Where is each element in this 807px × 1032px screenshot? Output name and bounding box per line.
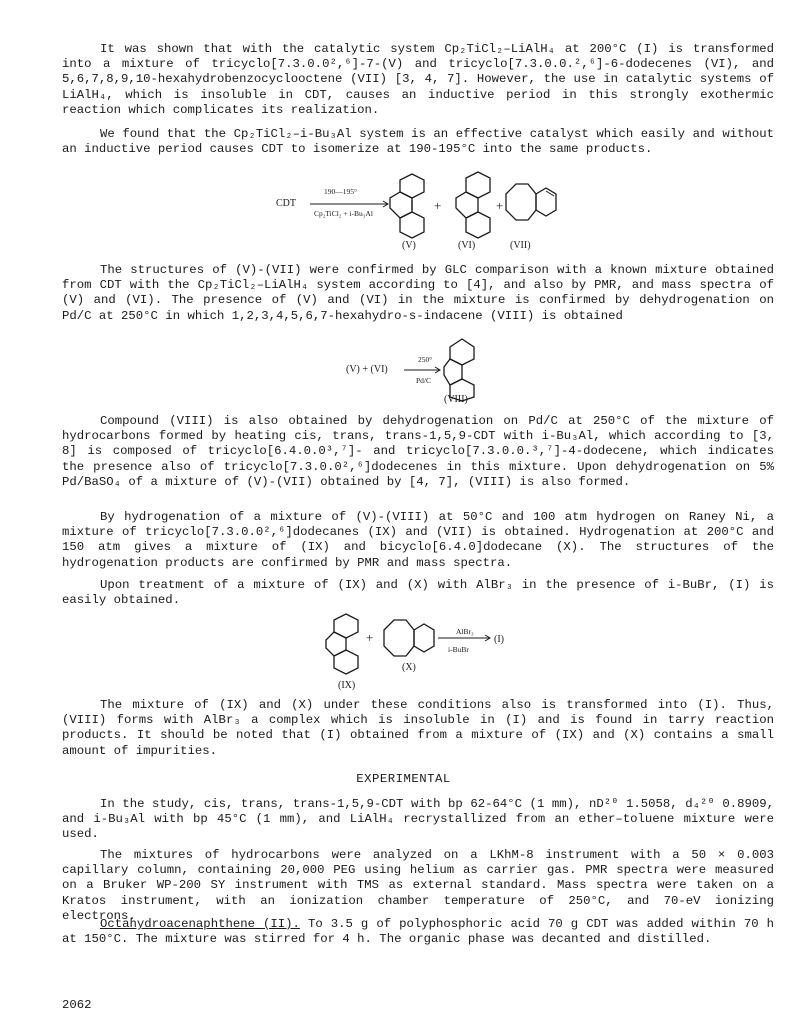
scheme2-condition-bottom: Pd/C xyxy=(416,376,432,385)
scheme3-plus: + xyxy=(366,630,374,645)
paragraph-intro: It was shown that with the catalytic system Cp₂TiCl₂–LiAlH₄ at 200°C (I) is transformed into a mixture of tricyclo[7.3.0.0²,⁶]-7-(V) and tricyclo[7.3.0.0.²,⁶]-6-dodecenes (VI), and 5,6,7,8,9,10-hexahydrobenzocyclooctene (VII) [3, 4, 7]. However, the use in catalytic systems of LiAlH₄, which is insoluble in CDT, causes an inductive period in this strongly exothermic reaction which complicates its realization. xyxy=(62,42,774,117)
label-X: (X) xyxy=(402,662,416,673)
label-IX: (IX) xyxy=(338,680,356,691)
label-V: (V) xyxy=(402,240,416,251)
scheme3-condition-bottom: i-BuBr xyxy=(448,645,469,654)
label-VII: (VII) xyxy=(510,240,531,251)
paragraph-analysis: The mixtures of hydrocarbons were analyzed on a LKhM-8 instrument with a 50 × 0.003 capillary column, containing 20,000 PEG using helium as carrier gas. PMR spectra were measured on a Bruker WP-200 SY instrument with TMS as external standard. Mass spectra were taken on a Kratos instrument, with an ionization chamber temperature of 250°C, and 70-eV ionizing electrons. xyxy=(62,848,774,923)
scheme-dehydrogenation xyxy=(340,335,490,403)
label-VI: (VI) xyxy=(458,240,476,251)
scheme3-product: (I) xyxy=(494,634,504,645)
paragraph-treatment: Upon treatment of a mixture of (IX) and (X) with AlBr₃ in the presence of i-BuBr, (I) is easily obtained. xyxy=(62,578,774,608)
paragraph-structures: The structures of (V)-(VII) were confirmed by GLC comparison with a known mixture obtained from CDT with the Cp₂TiCl₂–LiAlH₄ system according to [4], and also by PMR, and mass spectra of (V) and (VI). The presence of (V) and (VI) in the mixture is confirmed by dehydrogenation on Pd/C at 250°C in which 1,2,3,4,5,6,7-hexahydro-s-indacene (VIII) is obtained xyxy=(62,263,774,323)
paragraph-hydrogenation: By hydrogenation of a mixture of (V)-(VIII) at 50°C and 100 atm hydrogen on Raney Ni, a mixture of tricyclo[7.3.0.0²,⁶]dodecanes (IX) and (VII) is obtained. Hydrogenation at 200°C and 150 atm gives a mixture of (IX) and bicyclo[6.4.0]dodecane (X). The structures of the hydrogenation products are confirmed by PMR and mass spectra. xyxy=(62,510,774,570)
scheme3-condition-top: AlBr₃ xyxy=(456,627,474,636)
scheme-isomerization xyxy=(270,160,560,255)
paragraph-materials: In the study, cis, trans, trans-1,5,9-CDT with bp 62-64°C (1 mm), nD²⁰ 1.5058, d₄²⁰ 0.8909, and i-Bu₃Al with bp 45°C (1 mm), and LiAlH₄ recrystallized from an ether–toluene mixture were used. xyxy=(62,797,774,842)
scheme2-condition-top: 250° xyxy=(418,355,433,364)
scheme1-plus-2: + xyxy=(496,198,504,213)
scheme1-reactant: CDT xyxy=(276,198,296,209)
paragraph-octahydroacenaphthene xyxy=(62,917,774,947)
paragraph-catalyst: We found that the Cp₂TiCl₂–i-Bu₃Al system is an effective catalyst which easily and without an inductive period causes CDT to isomerize at 190-195°C into the same products. xyxy=(62,127,774,157)
compound-title: Octahydroacenaphthene (II). xyxy=(100,917,300,931)
label-VIII: (VIII) xyxy=(444,394,468,405)
page-number: 2062 xyxy=(62,998,92,1012)
procedure-text: To 3.5 g of polyphosphoric acid 70 g CDT was added within 70 h at 150°C. The mixture was stirred for 4 h. The organic phase was decanted and distilled. xyxy=(62,917,774,947)
scheme-isomerization-albr3 xyxy=(320,608,540,692)
paragraph-dehydrogenation: Compound (VIII) is also obtained by dehydrogenation on Pd/C at 250°C of the mixture of hydrocarbons formed by heating cis, trans, trans-1,5,9-CDT with i-Bu₃Al, which according to [3, 8] is composed of tricyclo[6.4.0.0³,⁷]- and tricyclo[7.3.0.0.³,⁷]-4-dodecene, which indicates the presence also of tricyclo[7.3.0.0²,⁶]dodecenes in this mixture. Upon dehydrogenation on 5% Pd/BaSO₄ of a mixture of (V)-(VII) obtained by [4, 7], (VIII) is also formed. xyxy=(62,414,774,489)
paragraph-mixture: The mixture of (IX) and (X) under these conditions also is transformed into (I). Thus, (VIII) forms with AlBr₃ a complex which is insoluble in (I) and is found in tarry reaction products. It should be noted that (I) obtained from a mixture of (IX) and (X) contains a small amount of impurities. xyxy=(62,698,774,758)
section-heading-experimental: EXPERIMENTAL xyxy=(356,772,451,786)
scheme1-condition-bottom: Cp₂TiCl₂ + i-Bu₃Al xyxy=(314,209,373,218)
scheme2-reactant: (V) + (VI) xyxy=(346,364,388,375)
scheme1-plus-1: + xyxy=(434,198,442,213)
scheme1-condition-top: 190—195° xyxy=(324,187,357,196)
